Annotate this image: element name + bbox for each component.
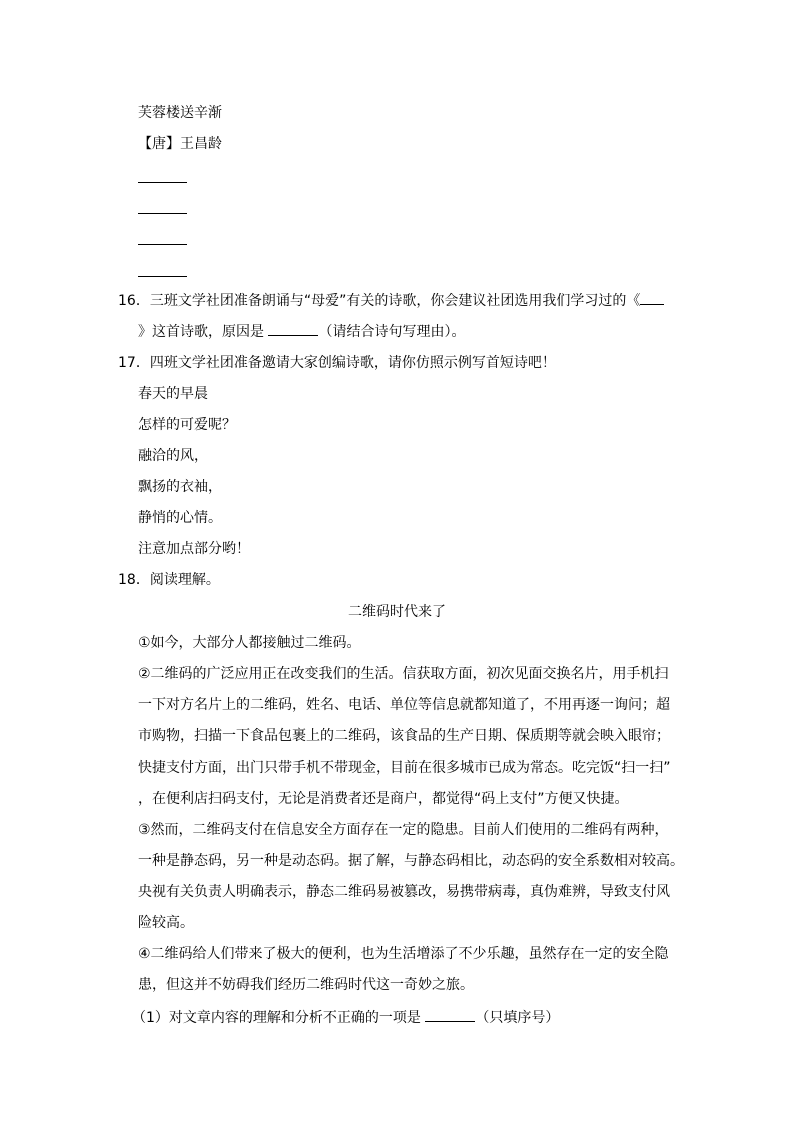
question-17 — [118, 355, 556, 371]
example-line: 怎样的可爱呢？ — [138, 417, 236, 433]
example-line: 静悄的心情。 — [138, 510, 222, 526]
article-line: 一下对方名片上的二维码，姓名、电话、单位等信息就都知道了，不用再逐一询问；超 — [138, 697, 670, 713]
article-line: ，在便利店扫码支付，无论是消费者还是商户，都觉得“码上支付”方便又快捷。 — [138, 791, 629, 807]
answer-blank-2[interactable] — [138, 213, 187, 214]
question-text: （只填序号） — [475, 1010, 560, 1026]
question-text: （请结合诗句写理由）。 — [318, 324, 466, 340]
article-line: 险较高。 — [138, 915, 194, 931]
question-18 — [118, 572, 220, 588]
question-text: （1）对文章内容的理解和分析不正确的一项是 — [132, 1010, 426, 1026]
article-line: 央视有关负责人明确表示，静态二维码易被篡改，易携带病毒，真伪难辨，导致支付风 — [138, 884, 670, 900]
article-line: 市购物，扫描一下食品包裹上的二维码，该食品的生产日期、保质期等就会映入眼帘； — [138, 728, 670, 744]
poem-author: 【唐】王昌龄 — [138, 136, 222, 152]
example-line: 飘扬的衣袖， — [138, 479, 222, 495]
article-line: ④二维码给人们带来了极大的便利，也为生活增添了不少乐趣，虽然存在一定的安全隐 — [138, 946, 669, 962]
example-line: 融洽的风， — [138, 448, 208, 464]
example-note: 注意加点部分哟！ — [138, 541, 250, 557]
answer-blank-4[interactable] — [138, 276, 187, 277]
article-line: ③然而，二维码支付在信息安全方面存在一定的隐患。目前人们使用的二维码有两种， — [138, 822, 669, 838]
answer-blank-1[interactable] — [138, 182, 187, 183]
question-text: 阅读理解。 — [149, 572, 220, 588]
answer-blank-3[interactable] — [138, 244, 187, 245]
article-line: ②二维码的广泛应用正在改变我们的生活。信获取方面，初次见面交换名片，用手机扫 — [138, 666, 669, 682]
question-text: 》这首诗歌，原因是 — [138, 324, 269, 340]
question-text: 三班文学社团准备朗诵与“母爱”有关的诗歌，你会建议社团选用我们学习过的《 — [149, 293, 641, 309]
article-line: 患，但这并不妨碍我们经历二维码时代这一奇妙之旅。 — [138, 977, 474, 993]
answer-blank[interactable] — [425, 1009, 475, 1022]
question-16-cont — [138, 323, 465, 340]
example-line: 春天的早晨 — [138, 386, 208, 402]
sub-question-1 — [132, 1009, 559, 1026]
reason-blank[interactable] — [268, 323, 318, 336]
article-line: 快捷支付方面，出门只带手机不带现金，目前在很多城市已成为常态。吃完饭“扫一扫” — [138, 760, 671, 776]
question-text: 四班文学社团准备邀请大家创编诗歌，请你仿照示例写首短诗吧！ — [149, 355, 556, 371]
article-line: ①如今，大部分人都接触过二维码。 — [138, 635, 361, 651]
poem-title: 芙蓉楼送辛渐 — [138, 105, 222, 121]
article-title: 二维码时代来了 — [348, 604, 446, 620]
question-number: 16． — [118, 293, 150, 309]
question-number: 18． — [118, 572, 150, 588]
question-16 — [118, 292, 664, 309]
poem-name-blank[interactable] — [640, 292, 664, 305]
article-line: 一种是静态码，另一种是动态码。据了解，与静态码相比，动态码的安全系数相对较高。 — [138, 853, 684, 869]
question-number: 17． — [118, 355, 150, 371]
